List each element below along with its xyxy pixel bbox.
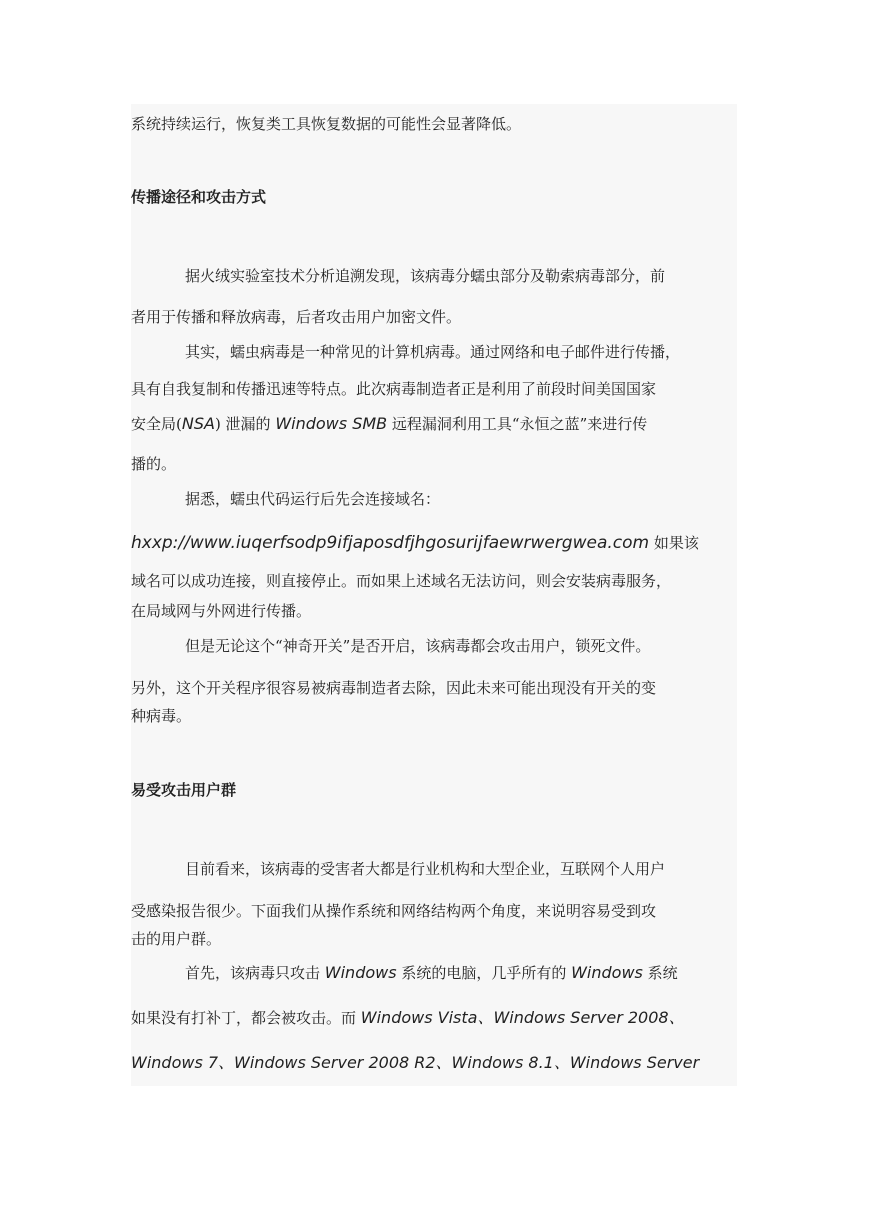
paragraph-line: 者用于传播和释放病毒，后者攻击用户加密文件。 (131, 308, 462, 326)
paragraph-line: Windows 7、Windows Server 2008 R2、Windows 8.1、Windows Server (131, 1053, 700, 1072)
paragraph-line: hxxp://www.iuqerfsodp9ifjaposdfjhgosurijfaewrwergwea.com 如果该 (131, 533, 699, 553)
document-body (131, 104, 737, 1086)
paragraph-line: 受感染报告很少。下面我们从操作系统和网络结构两个角度，来说明容易受到攻 (131, 902, 657, 920)
paragraph-line: 域名可以成功连接，则直接停止。而如果上述域名无法访问，则会安装病毒服务， (131, 572, 672, 590)
paragraph-line: 击的用户群。 (131, 930, 222, 948)
paragraph-line: 但是无论这个“神奇开关”是否开启，该病毒都会攻击用户，锁死文件。 (185, 637, 651, 655)
section-heading-users: 易受攻击用户群 (131, 781, 237, 799)
paragraph-line: 具有自我复制和传播迅速等特点。此次病毒制造者正是利用了前段时间美国国家 (131, 380, 657, 398)
paragraph-line: 在局域网与外网进行传播。 (131, 602, 312, 620)
paragraph-line: 种病毒。 (131, 707, 192, 725)
paragraph-line: 安全局(NSA) 泄漏的 Windows SMB 远程漏洞利用工具“永恒之蓝”来进行传 (131, 414, 648, 433)
paragraph-line: 据火绒实验室技术分析追溯发现，该病毒分蠕虫部分及勒索病毒部分，前 (185, 267, 666, 285)
paragraph-line: 播的。 (131, 455, 177, 473)
paragraph-line: 据悉，蠕虫代码运行后先会连接域名： (185, 490, 441, 508)
section-heading-spread: 传播途径和攻击方式 (131, 188, 267, 206)
paragraph-line: 目前看来，该病毒的受害者大都是行业机构和大型企业，互联网个人用户 (185, 860, 666, 878)
domain-url: hxxp://www.iuqerfsodp9ifjaposdfjhgosurijfaewrwergwea.com (131, 533, 650, 553)
paragraph-line: 如果没有打补丁，都会被攻击。而 Windows Vista、Windows Server 2008、 (131, 1008, 685, 1027)
paragraph-line: 其实，蠕虫病毒是一种常见的计算机病毒。通过网络和电子邮件进行传播， (185, 343, 681, 361)
paragraph-line: 首先，该病毒只攻击 Windows 系统的电脑，几乎所有的 Windows 系统 (185, 963, 678, 982)
paragraph-line: 另外，这个开关程序很容易被病毒制造者去除，因此未来可能出现没有开关的变 (131, 679, 657, 697)
paragraph-line: 系统持续运行，恢复类工具恢复数据的可能性会显著降低。 (131, 115, 522, 133)
